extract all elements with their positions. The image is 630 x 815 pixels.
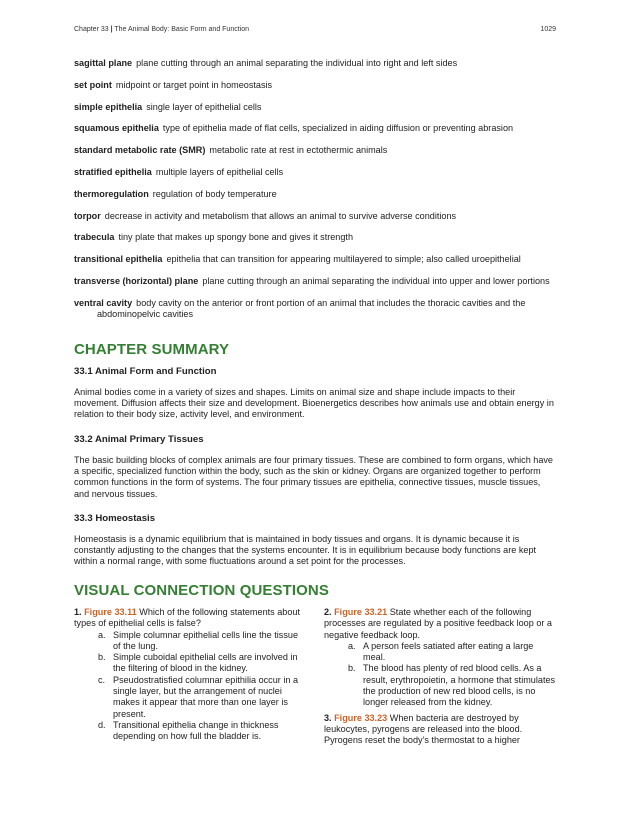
answer-option: c. Pseudostratisfied columnar epithilia occur in a single layer, but the arrangement of nuclei makes it appear that more than one layer is present. — [98, 674, 299, 719]
glossary-item — [74, 298, 558, 320]
page-header — [74, 26, 556, 33]
question-1 — [74, 607, 308, 743]
question-stem: 1. Figure 33.11 Which of the following statements about types of epithelial cells is false? — [74, 607, 300, 629]
figure-link[interactable]: Figure 33.21 — [334, 607, 388, 617]
glossary-term: trabecula — [74, 232, 115, 243]
glossary-item — [74, 276, 558, 287]
glossary-term: standard metabolic rate (SMR) — [74, 145, 206, 156]
summary-section-text: Homeostasis is a dynamic equilibrium that is maintained in body tissues and organs. It is dynamic because it is constantly adjusting to the changes that the systems encounter. It is in equilibrium because body functions are kept within a normal range, with some fluctuations around a set point for the processes. — [74, 534, 537, 567]
glossary-item — [74, 211, 558, 222]
glossary-definition: plane cutting through an animal separating the individual into right and left sides — [136, 58, 458, 68]
glossary-item — [74, 102, 558, 113]
summary-section-title: 33.3 Homeostasis — [74, 513, 156, 524]
glossary-item — [74, 123, 558, 134]
summary-section-title: 33.2 Animal Primary Tissues — [74, 434, 204, 445]
glossary-term: squamous epithelia — [74, 123, 159, 134]
glossary-term: set point — [74, 79, 112, 90]
header-chapter: Chapter 33 | The Animal Body: Basic Form and Function — [74, 26, 250, 33]
summary-section-title: 33.1 Animal Form and Function — [74, 366, 217, 377]
glossary-definition: regulation of body temperature — [152, 188, 277, 199]
figure-link[interactable]: Figure 33.11 — [84, 607, 137, 617]
glossary-definition: body cavity on the anterior or front portion of an animal that includes the thoracic cavities and the abdominopelvic cavities — [97, 297, 526, 319]
visual-connection-heading: VISUAL CONNECTION QUESTIONS — [74, 582, 329, 599]
figure-link[interactable]: Figure 33.23 — [334, 712, 388, 723]
summary-section-text: Animal bodies come in a variety of sizes and shapes. Limits on animal size and shape include impacts to their movement. Diffusion affects their size and development. Bioenergetics describes how animals use and obtain energy in relation to their body size, activity level, and environment. — [74, 387, 554, 420]
answer-option: b. Simple cuboidal epithelial cells are involved in the filtering of blood in the kidney. — [98, 652, 298, 674]
glossary-item — [74, 80, 558, 91]
glossary-item — [74, 232, 558, 243]
question-2 — [324, 607, 558, 747]
glossary-list — [74, 58, 558, 331]
glossary-item — [74, 167, 558, 178]
glossary-definition: epithelia that can transition for appearing multilayered to simple; also called uroepithelial — [166, 254, 521, 265]
glossary-definition: tiny plate that makes up spongy bone and gives it strength — [118, 232, 354, 243]
glossary-term: transverse (horizontal) plane — [74, 275, 199, 286]
glossary-term: thermoregulation — [74, 188, 149, 199]
answer-option: b. The blood has plenty of red blood cells. As a result, erythropoietin, a hormone that stimulates the production of new red blood cells, is no longer released from the kidney. — [348, 663, 556, 708]
answer-options — [324, 641, 558, 709]
glossary-definition: plane cutting through an animal separating the individual into upper and lower portions — [202, 275, 550, 286]
glossary-definition: decrease in activity and metabolism that allows an animal to survive adverse conditions — [104, 210, 457, 221]
glossary-item — [74, 189, 558, 200]
question-3: 3. Figure 33.23 When bacteria are destroyed by leukocytes, pyrogens are released into the blood. Pyrogens reset the body’s thermostat to a higher — [324, 712, 523, 746]
answer-option: d. Transitional epithelia change in thickness depending on how full the bladder is. — [98, 719, 279, 742]
answer-option: a. A person feels satiated after eating a large meal. — [348, 640, 534, 663]
glossary-term: simple epithelia — [74, 101, 143, 112]
summary-section-text: The basic building blocks of complex animals are four primary tissues. These are combined to form organs, which have a specific, specialized function within the body, such as the skin or kidney. Organs are organized together to perform common functions in the form of systems. The four primary tissues are epithelia, connective tissues, muscle tissues, and nervous tissues. — [74, 455, 553, 499]
glossary-definition: type of epithelia made of flat cells, specialized in aiding diffusion or preventing abrasion — [162, 123, 514, 134]
glossary-term: torpor — [74, 210, 101, 221]
glossary-term: sagittal plane — [74, 58, 133, 68]
glossary-definition: midpoint or target point in homeostasis — [115, 79, 273, 90]
glossary-item — [74, 58, 558, 69]
glossary-term: ventral cavity — [74, 297, 133, 308]
glossary-term: stratified epithelia — [74, 166, 152, 177]
answer-option: a. Simple columnar epithelial cells line the tissue of the lung. — [98, 629, 298, 651]
glossary-term: transitional epithelia — [74, 254, 163, 265]
glossary-definition: multiple layers of epithelial cells — [155, 166, 284, 177]
glossary-definition: metabolic rate at rest in ectothermic animals — [209, 145, 388, 156]
glossary-item — [74, 145, 558, 156]
glossary-definition: single layer of epithelial cells — [146, 101, 262, 112]
answer-options — [74, 630, 308, 743]
page-number: 1029 — [540, 26, 556, 33]
question-stem: 2. Figure 33.21 State whether each of the following processes are regulated by a positive feedback loop or a negative feedback loop. — [324, 607, 552, 640]
chapter-summary-heading: CHAPTER SUMMARY — [74, 341, 230, 358]
glossary-item — [74, 254, 558, 265]
